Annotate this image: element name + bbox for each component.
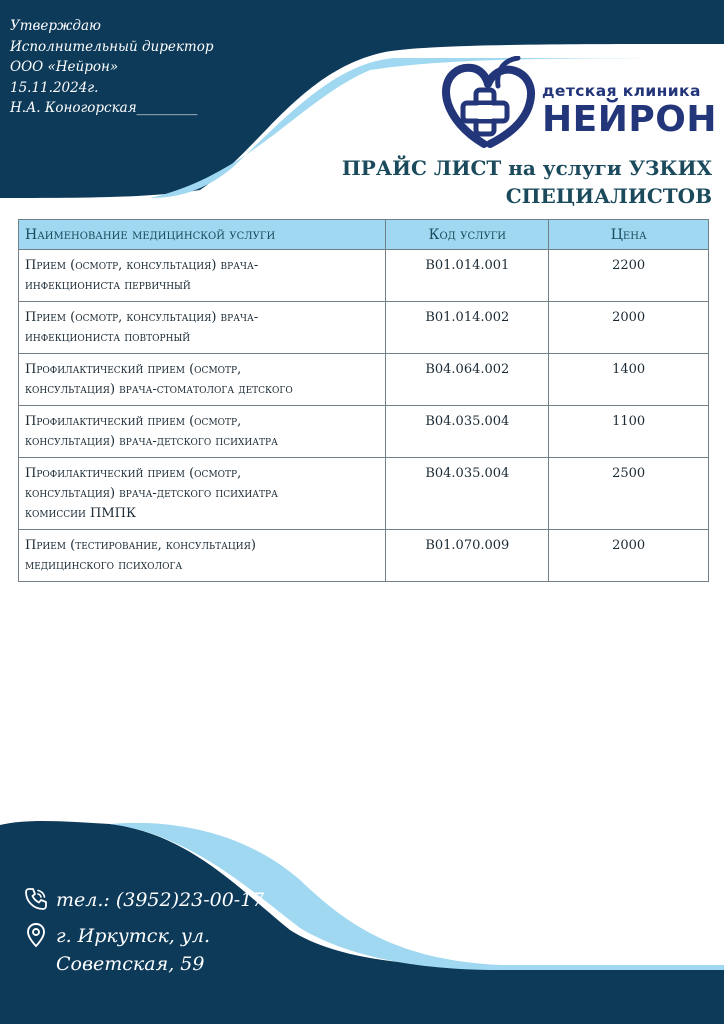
service-name-line: Прием (осмотр, консультация) врача-	[25, 258, 259, 273]
service-name-cell	[19, 406, 386, 458]
service-code-cell: В04.035.004	[386, 458, 549, 530]
heart-cross-icon	[442, 56, 542, 148]
table-row	[19, 458, 709, 530]
price-table	[18, 219, 709, 582]
service-name-line: Прием (тестирование, консультация)	[25, 538, 256, 553]
service-name-line: консультация) врача-детского психиатра	[25, 434, 278, 449]
service-name-line: Профилактический прием (осмотр,	[25, 362, 242, 377]
service-code-cell: В04.064.002	[386, 354, 549, 406]
service-name-cell	[19, 302, 386, 354]
phone-icon	[24, 887, 48, 911]
service-code-cell: В01.014.002	[386, 302, 549, 354]
service-name-line: Профилактический прием (осмотр,	[25, 414, 242, 429]
service-name-line: консультация) врача-стоматолога детского	[25, 382, 293, 397]
approval-date: 15.11.2024г.	[10, 79, 99, 96]
table-row	[19, 250, 709, 302]
service-name-line: медицинского психолога	[25, 558, 183, 573]
address-line-1: г. Иркутск, ул.	[56, 925, 211, 947]
table-row	[19, 530, 709, 582]
table-row	[19, 406, 709, 458]
service-name-cell	[19, 354, 386, 406]
logo-name: НЕЙРОН	[542, 99, 717, 140]
title-line-2: СПЕЦИАЛИСТОВ	[505, 184, 712, 208]
location-pin-icon	[26, 922, 46, 948]
logo-subtitle: детская клиника	[542, 82, 701, 100]
header-service-code: Код услуги	[386, 220, 549, 250]
title-line-1: ПРАЙС ЛИСТ на услуги УЗКИХ	[341, 156, 712, 180]
page-title	[342, 154, 712, 210]
service-code-cell: В01.070.009	[386, 530, 549, 582]
clinic-logo	[442, 56, 722, 148]
table-row	[19, 302, 709, 354]
approval-block	[10, 16, 213, 119]
header-price: Цена	[549, 220, 709, 250]
approval-company: ООО «Нейрон»	[10, 59, 119, 75]
service-code-cell: В01.014.001	[386, 250, 549, 302]
price-cell: 2000	[549, 530, 709, 582]
service-name-line: консультация) врача-детского психиатра	[25, 486, 278, 501]
service-name-line: комиссии ПМПК	[25, 506, 137, 521]
service-name-line: инфекциониста повторный	[25, 330, 191, 345]
address	[56, 922, 210, 978]
approval-position: Исполнительный директор	[10, 38, 214, 55]
phone-number: тел.: (3952)23-00-17	[56, 889, 265, 911]
approval-title: Утверждаю	[10, 18, 101, 34]
price-cell: 1100	[549, 406, 709, 458]
service-name-line: инфекциониста первичный	[25, 278, 191, 293]
service-name-cell	[19, 530, 386, 582]
price-cell: 2500	[549, 458, 709, 530]
service-name-cell	[19, 250, 386, 302]
service-name-line: Прием (осмотр, консультация) врача-	[25, 310, 259, 325]
address-line-2: Советская, 59	[56, 953, 205, 975]
service-code-cell: В04.035.004	[386, 406, 549, 458]
service-name-line: Профилактический прием (осмотр,	[25, 466, 242, 481]
approval-signature: Н.А. Коногорская_________	[10, 100, 198, 116]
service-name-cell	[19, 458, 386, 530]
table-header-row	[19, 220, 709, 250]
price-cell: 1400	[549, 354, 709, 406]
table-row	[19, 354, 709, 406]
header-service-name: Наименование медицинской услуги	[19, 220, 386, 250]
price-cell: 2200	[549, 250, 709, 302]
price-cell: 2000	[549, 302, 709, 354]
